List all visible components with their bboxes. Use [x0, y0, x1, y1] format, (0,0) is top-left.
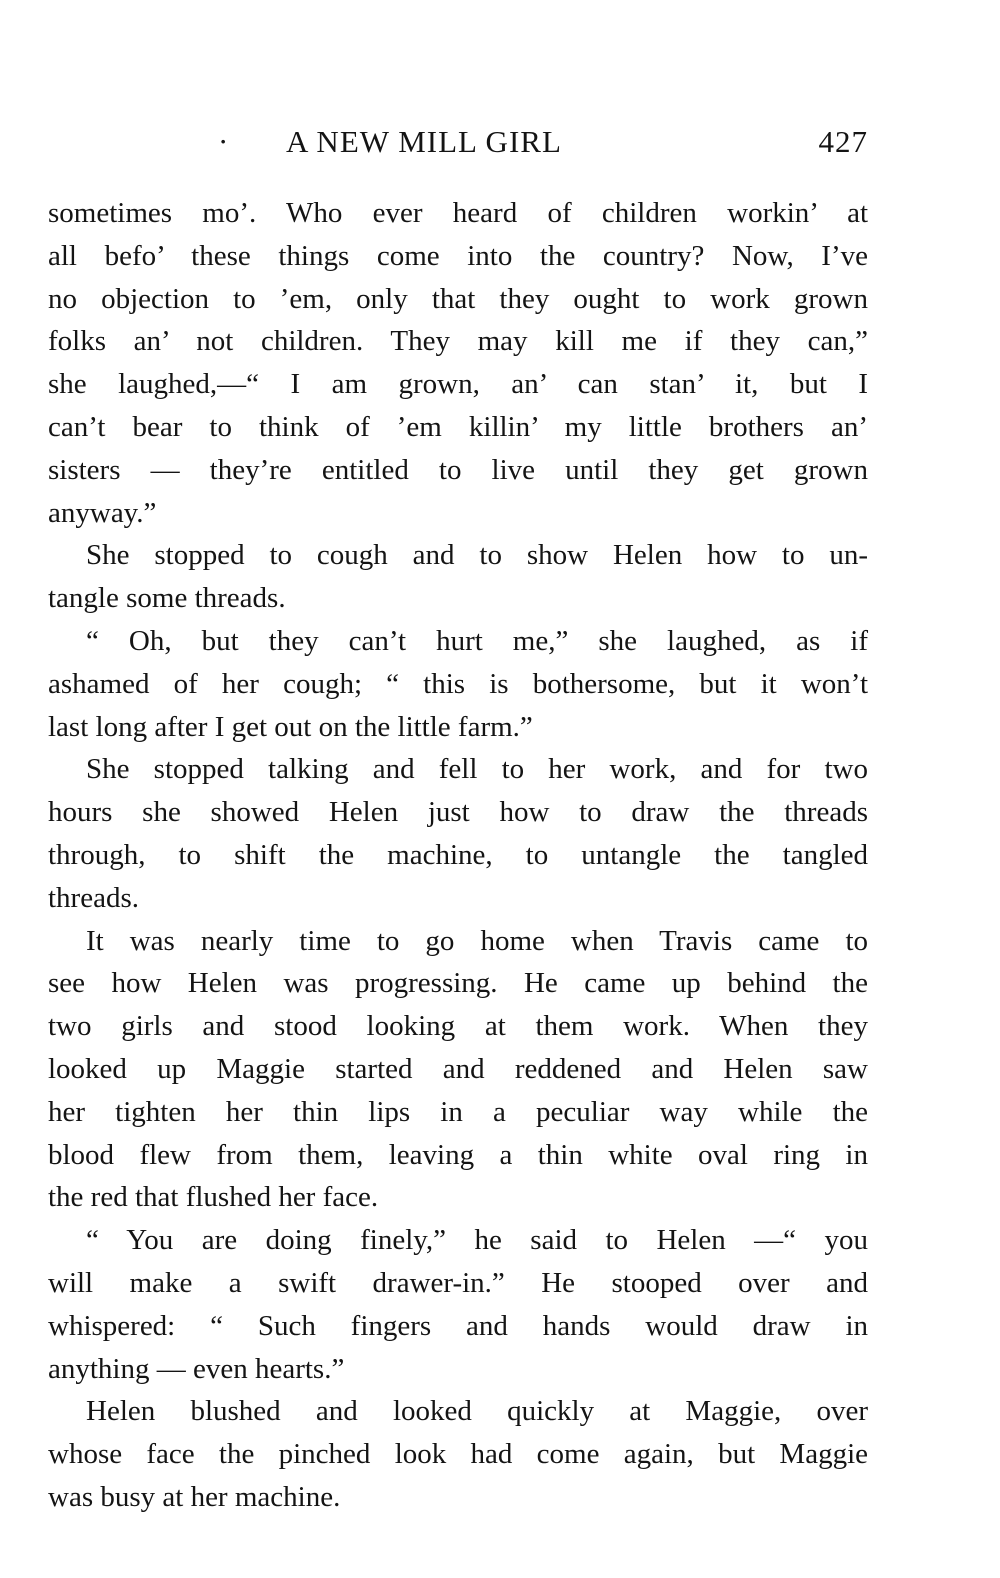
running-title: A NEW MILL GIRL [286, 124, 562, 159]
text-line: folks an’ not children. They may kill me if they can,” [48, 325, 868, 358]
running-head [48, 124, 868, 172]
text-line: sometimes mo’. Who ever heard of children workin’ at [48, 197, 868, 229]
text-line: “ Oh, but they can’t hurt me,” she laughed, as if [86, 624, 868, 657]
text-line: It was nearly time to go home when Travis came to [86, 924, 868, 957]
text-line: She stopped talking and fell to her work, and for two [86, 753, 868, 786]
text-line: threads. [48, 881, 139, 914]
text-line: will make a swift drawer-in.” He stooped over and [48, 1266, 868, 1299]
text-line: tangle some threads. [48, 582, 286, 615]
text-line: ashamed of her cough; “ this is bothersome, but it won’t [48, 667, 868, 700]
text-line: no objection to ’em, only that they ought to work grown [48, 282, 868, 315]
page-number: 427 [818, 124, 868, 159]
text-line: “ You are doing finely,” he said to Helen —“ you [86, 1224, 868, 1257]
text-line: two girls and stood looking at them work. When they [48, 1010, 868, 1043]
text-line: can’t bear to think of ’em killin’ my little brothers an’ [48, 410, 868, 443]
text-line: sisters — they’re entitled to live until they get grown [48, 453, 868, 486]
text-line: She stopped to cough and to show Helen how to un- [86, 539, 868, 572]
text-line: whispered: “ Such fingers and hands would draw in [48, 1309, 868, 1342]
text-line: was busy at her machine. [48, 1480, 341, 1513]
text-line: her tighten her thin lips in a peculiar way while the [48, 1095, 868, 1128]
text-line: she laughed,—“ I am grown, an’ can stan’ it, but I [48, 368, 868, 401]
text-line: anything — even hearts.” [48, 1352, 345, 1385]
body-text [48, 192, 868, 1519]
text-line: hours she showed Helen just how to draw the threads [48, 796, 868, 829]
text-line: anyway.” [48, 496, 157, 529]
text-line: last long after I get out on the little farm.” [48, 710, 533, 743]
text-line: looked up Maggie started and reddened and Helen saw [48, 1052, 868, 1085]
text-line: the red that flushed her face. [48, 1181, 379, 1214]
text-line: blood flew from them, leaving a thin white oval ring in [48, 1138, 868, 1171]
text-line: Helen blushed and looked quickly at Maggie, over [86, 1395, 868, 1428]
header-mark: · [218, 124, 230, 159]
text-line: whose face the pinched look had come again, but Maggie [48, 1438, 868, 1471]
text-line: see how Helen was progressing. He came up behind the [48, 967, 868, 1000]
text-line: through, to shift the machine, to untangle the tangled [48, 838, 868, 871]
text-line: all befo’ these things come into the country? Now, I’ve [48, 239, 868, 272]
